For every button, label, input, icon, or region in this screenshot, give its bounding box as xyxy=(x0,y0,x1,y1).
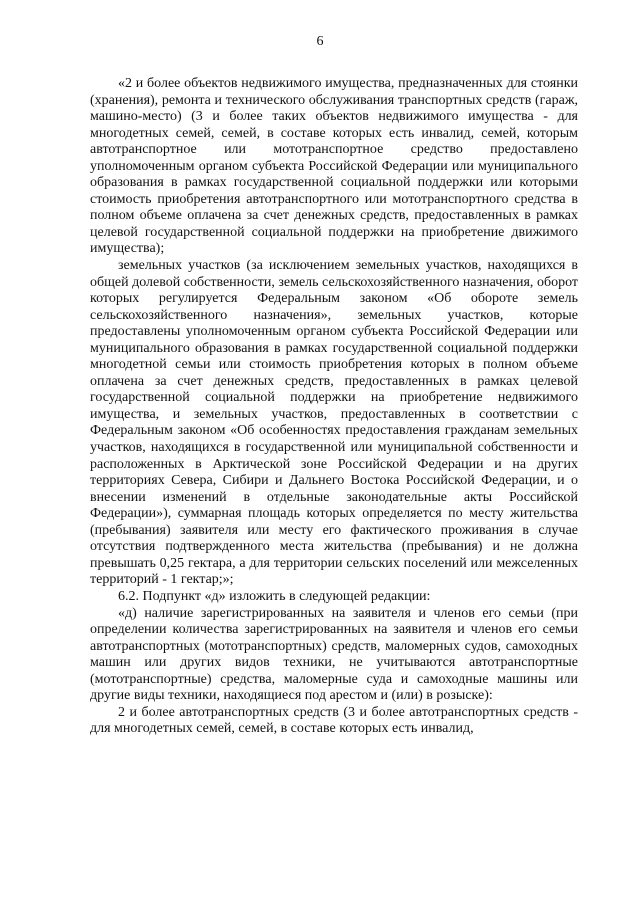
paragraph-land-plots: земельных участков (за исключением земельных участков, находящихся в общей долевой собственности, земель сельскохозяйственного назначения, оборот которых регулируется Федеральным законом «Об обороте земель сельскохозяйственного назначения», земельных участков, которые предоставлены уполномоченным органом субъекта Российской Федерации или муниципального образования в рамках государственной социальной поддержки многодетной семьи или стоимость приобретения которых в полном объеме оплачена за счет денежных средств, предоставленных в рамках целевой государственной социальной поддержки на приобретение недвижимого имущества, и земельных участков, предоставленных в соответствии с Федеральным законом «Об особенностях предоставления гражданам земельных участков, находящихся в государственной или муниципальной собственности и расположенных в Арктической зоне Российской Федерации и на других территориях Севера, Сибири и Дальнего Востока Российской Федерации, и о внесении изменений в отдельные законодательные акты Российской Федерации»), суммарная площадь которых определяется по месту жительства (пребывания) заявителя или месту его фактического проживания в случае отсутствия подтвержденного места жительства (пребывания) и не должна превышать 0,25 гектара, а для территории сельских поселений или межселенных территорий - 1 гектар;»; xyxy=(90,258,578,588)
paragraph-subitem-d-text: «д) наличие зарегистрированных на заявителя и членов его семьи (при определении количества зарегистрированных на заявителя и членов его семьи автотранспортных (мототранспортных) средств, маломерных судов, самоходных машин или других видов техники, не учитываются автотранспортные (мототранспортные) средства, маломерные суда и самоходные машины или другие виды техники, находящиеся под арестом и (или) в розыске): xyxy=(90,605,578,704)
page-number: 6 xyxy=(316,34,324,49)
paragraph-parking-property: «2 и более объектов недвижимого имущества, предназначенных для стоянки (хранения), ремонта и технического обслуживания транспортных средств (гараж, машино-место) (3 и более таких объектов недвижимого имущества - для многодетных семей, семей, в составе которых есть инвалид, семей, которым автотранспортное или мототранспортное средство предоставлено уполномоченным органом субъекта Российской Федерации или муниципального образования в рамках государственной социальной поддержки или которыми стоимость приобретения автотранспортного или мототранспортного средства в полном объеме оплачена за счет денежных средств, предоставленных в рамках целевой государственной социальной поддержки на приобретение движимого имущества); xyxy=(90,76,578,257)
paragraph-vehicles: 2 и более автотранспортных средств (3 и более автотранспортных средств - для многодетных семей, семей, в составе которых есть инвалид, xyxy=(90,704,578,737)
paragraph-subitem-d-heading: 6.2. Подпункт «д» изложить в следующей редакции: xyxy=(118,588,431,604)
document-body xyxy=(90,76,578,738)
